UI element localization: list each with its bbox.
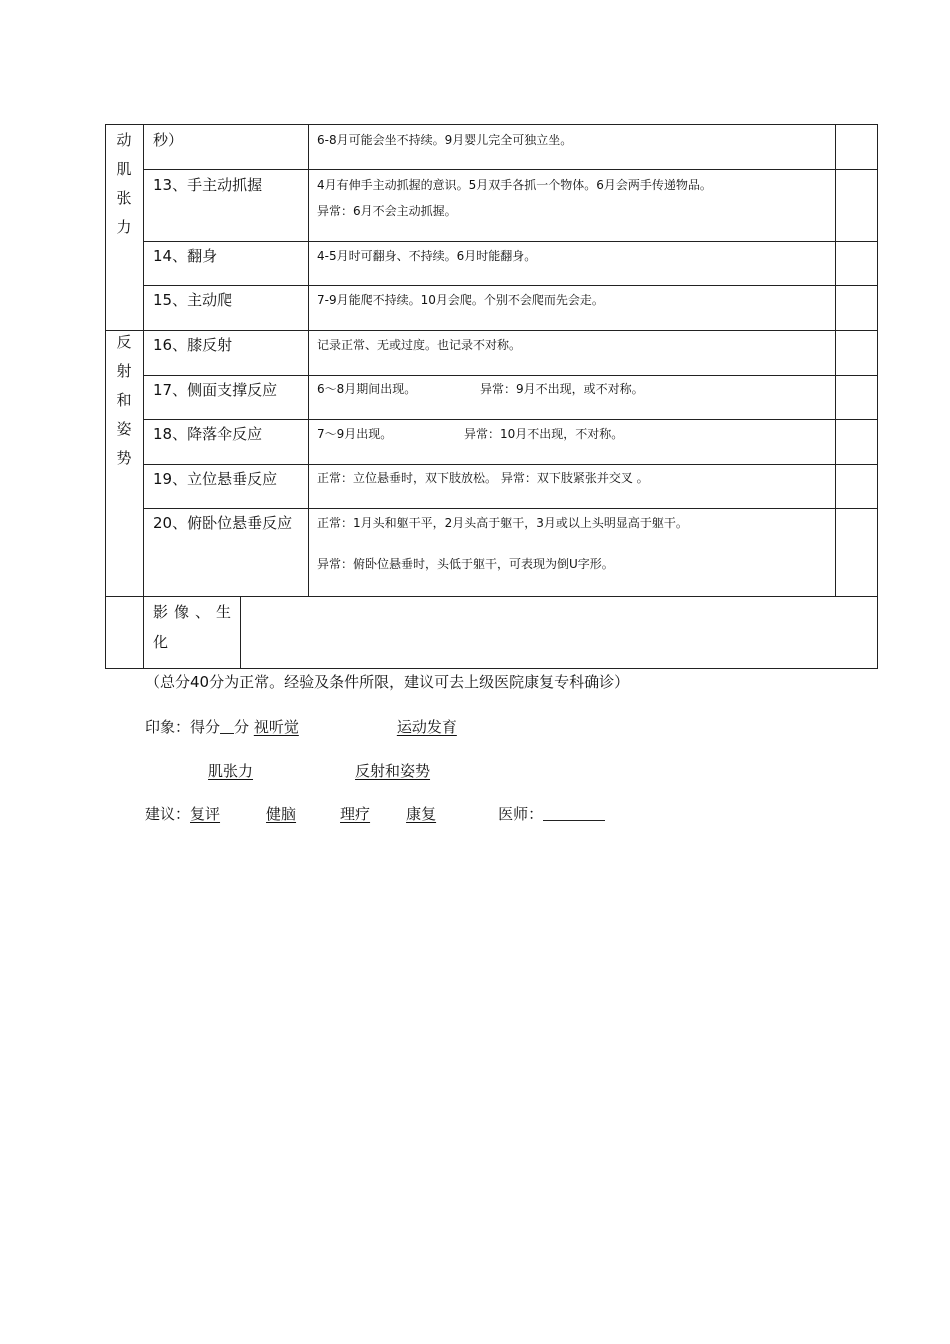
item-label: 13、手主动抓握 <box>153 176 263 194</box>
group-label-reflex-posture: 反 射 和 姿 势 <box>116 333 132 467</box>
item-label: 19、立位悬垂反应 <box>153 470 278 488</box>
visual-hearing-field[interactable]: 视听觉 <box>253 718 299 736</box>
impression-line <box>145 715 605 739</box>
table-border-bottom <box>105 668 878 669</box>
item-desc: 正常：1月头和躯干平，2月头高于躯干，3月或以上头明显高于躯干。 <box>317 516 688 530</box>
item-desc: 记录正常、无或过度。也记录不对称。 <box>317 338 522 352</box>
item-desc-normal: 7～9月出现。 <box>317 427 393 441</box>
col-divider <box>143 124 144 669</box>
table-border-left <box>105 124 106 669</box>
item-label: 16、膝反射 <box>153 336 233 354</box>
item-label: 17、侧面支撑反应 <box>153 381 278 399</box>
doctor-signature-blank[interactable] <box>543 805 605 821</box>
assessment-table <box>105 124 878 669</box>
item-desc: 异常：俯卧位悬垂时，头低于躯干，可表现为倒U字形。 <box>317 557 614 571</box>
advice-options[interactable]: 复评 健脑 理疗 康复 <box>190 805 437 823</box>
item-label: 14、翻身 <box>153 247 218 265</box>
col-divider <box>240 596 241 669</box>
item-label: 18、降落伞反应 <box>153 425 263 443</box>
impression-line-2 <box>208 759 678 783</box>
col-divider <box>835 124 836 597</box>
motor-development-field[interactable]: 运动发育 <box>396 718 457 736</box>
item-desc-normal: 6～8月期间出现。 <box>317 382 417 396</box>
item-desc: 正常：立位悬垂时，双下肢放松。 异常：双下肢紧张并交叉 。 <box>317 471 649 485</box>
reflex-posture-field[interactable]: 反射和姿势 <box>355 762 431 780</box>
score-blank[interactable] <box>220 718 234 734</box>
table-border-right <box>877 124 878 669</box>
advice-line <box>145 802 615 826</box>
group-label-muscle-tone: 动 肌 张 力 <box>116 131 132 236</box>
item-desc-abnormal: 异常：10月不出现，不对称。 <box>464 427 624 441</box>
item-label: 20、俯卧位悬垂反应 <box>153 514 293 532</box>
score-unit: 分 <box>234 718 250 736</box>
impression-label: 印象：得分 <box>145 718 221 736</box>
item-desc: 4-5月时可翻身、不持续。6月时能翻身。 <box>317 249 537 263</box>
col-divider <box>308 124 309 597</box>
item-desc-abnormal: 异常：9月不出现，或不对称。 <box>480 382 644 396</box>
item-label: 秒） <box>153 131 184 149</box>
item-desc: 7-9月能爬不持续。10月会爬。个别不会爬而先会走。 <box>317 293 604 307</box>
total-score-note: （总分40分为正常。经验及条件所限，建议可去上级医院康复专科确诊） <box>145 673 630 691</box>
item-desc: 6-8月可能会坐不持续。9月婴儿完全可独立坐。 <box>317 133 573 147</box>
doctor-label: 医师： <box>498 805 544 823</box>
table-border-top <box>105 124 878 125</box>
advice-label: 建议： <box>145 805 191 823</box>
imaging-label: 影像、生化 <box>153 603 238 651</box>
item-label: 15、主动爬 <box>153 291 233 309</box>
item-desc: 4月有伸手主动抓握的意识。5月双手各抓一个物体。6月会两手传递物品。 <box>317 178 712 192</box>
item-desc: 异常：6月不会主动抓握。 <box>317 204 457 218</box>
muscle-tone-field[interactable]: 肌张力 <box>208 762 254 780</box>
